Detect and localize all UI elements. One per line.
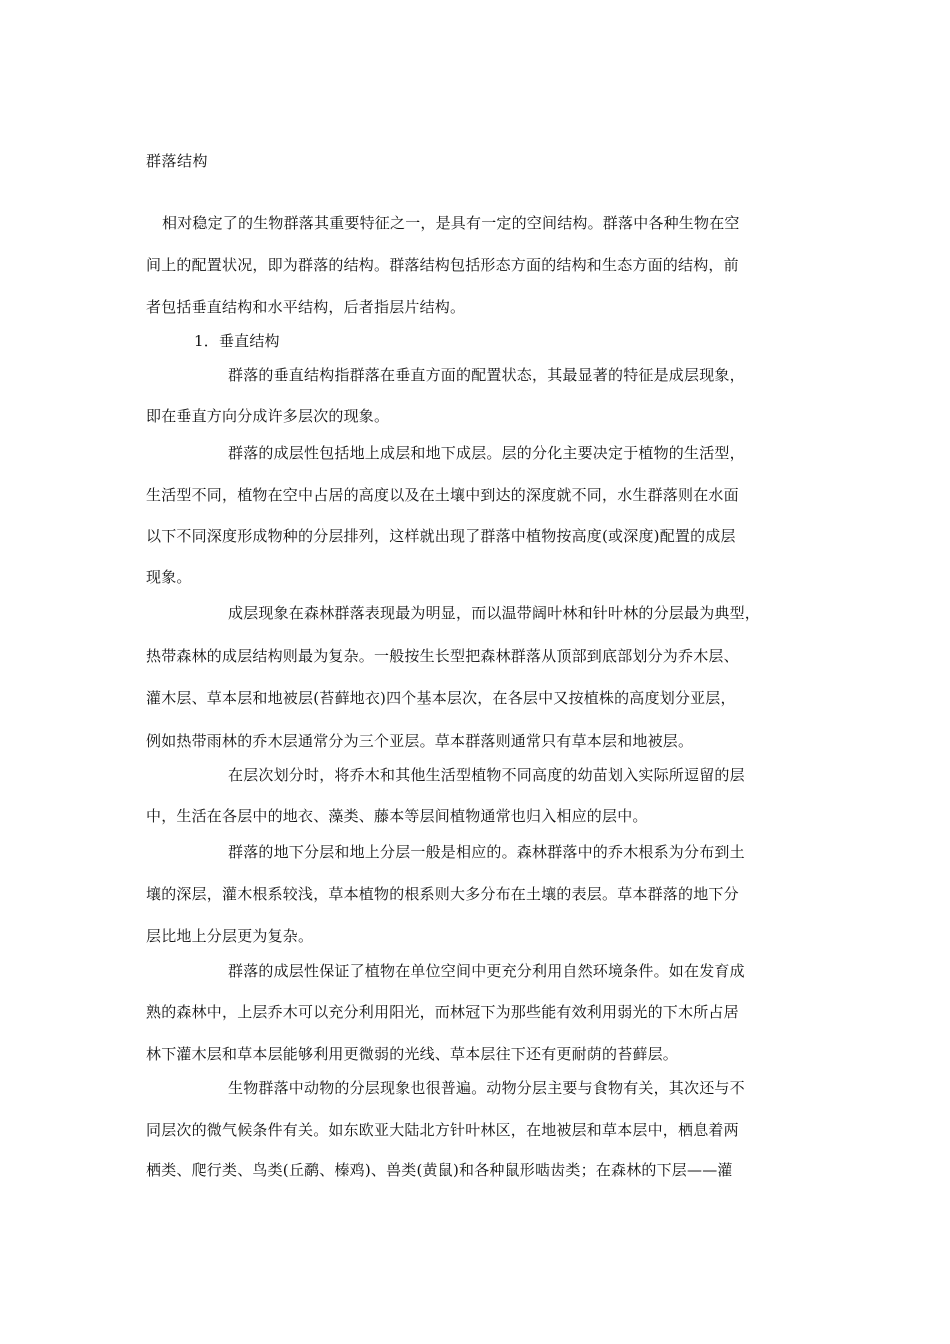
- paragraph-line: 栖类、爬行类、鸟类(丘鹬、榛鸡)、兽类(黄鼠)和各种鼠形啮齿类；在森林的下层——灌: [146, 1161, 733, 1179]
- document-title: 群落结构: [146, 152, 209, 170]
- paragraph-line: 在层次划分时，将乔木和其他生活型植物不同高度的幼苗划入实际所逗留的层: [228, 766, 745, 784]
- paragraph-line: 林下灌木层和草本层能够利用更微弱的光线、草本层往下还有更耐荫的苔藓层。: [146, 1045, 679, 1063]
- paragraph-line: 灌木层、草本层和地被层(苔藓地衣)四个基本层次，在各层中又按植株的高度划分亚层，: [146, 689, 736, 707]
- paragraph-line: 生活型不同，植物在空中占居的高度以及在土壤中到达的深度就不同，水生群落则在水面: [146, 486, 739, 504]
- paragraph-line: 熟的森林中，上层乔木可以充分利用阳光，而林冠下为那些能有效利用弱光的下木所占居: [146, 1003, 739, 1021]
- intro-line: 相对稳定了的生物群落其重要特征之一，是具有一定的空间结构。群落中各种生物在空: [162, 214, 740, 232]
- intro-line: 者包括垂直结构和水平结构，后者指层片结构。: [146, 298, 466, 316]
- paragraph-line: 群落的地下分层和地上分层一般是相应的。森林群落中的乔木根系为分布到土: [228, 843, 745, 861]
- paragraph-line: 群落的成层性包括地上成层和地下成层。层的分化主要决定于植物的生活型，: [228, 444, 745, 462]
- paragraph-line: 中，生活在各层中的地衣、藻类、藤本等层间植物通常也归入相应的层中。: [146, 807, 648, 825]
- intro-line: 间上的配置状况，即为群落的结构。群落结构包括形态方面的结构和生态方面的结构，前: [146, 256, 739, 274]
- paragraph-line: 群落的成层性保证了植物在单位空间中更充分利用自然环境条件。如在发育成: [228, 962, 745, 980]
- paragraph-line: 以下不同深度形成物种的分层排列，这样就出现了群落中植物按高度(或深度)配置的成层: [146, 527, 736, 545]
- paragraph-line: 层比地上分层更为复杂。: [146, 927, 314, 945]
- paragraph-line: 群落的垂直结构指群落在垂直方面的配置状态，其最显著的特征是成层现象，: [228, 366, 745, 384]
- paragraph-line: 例如热带雨林的乔木层通常分为三个亚层。草本群落则通常只有草本层和地被层。: [146, 732, 694, 750]
- section-heading: 1．垂直结构: [194, 332, 280, 350]
- paragraph-line: 壤的深层，灌木根系较浅，草本植物的根系则大多分布在土壤的表层。草本群落的地下分: [146, 885, 739, 903]
- paragraph-line: 现象。: [146, 568, 192, 586]
- paragraph-line: 生物群落中动物的分层现象也很普遍。动物分层主要与食物有关，其次还与不: [228, 1079, 745, 1097]
- paragraph-line: 同层次的微气候条件有关。如东欧亚大陆北方针叶林区，在地被层和草本层中，栖息着两: [146, 1121, 739, 1139]
- paragraph-line: 成层现象在森林群落表现最为明显，而以温带阔叶林和针叶林的分层最为典型，: [228, 604, 761, 622]
- paragraph-line: 即在垂直方向分成许多层次的现象。: [146, 407, 390, 425]
- paragraph-line: 热带森林的成层结构则最为复杂。一般按生长型把森林群落从顶部到底部划分为乔木层、: [146, 647, 739, 665]
